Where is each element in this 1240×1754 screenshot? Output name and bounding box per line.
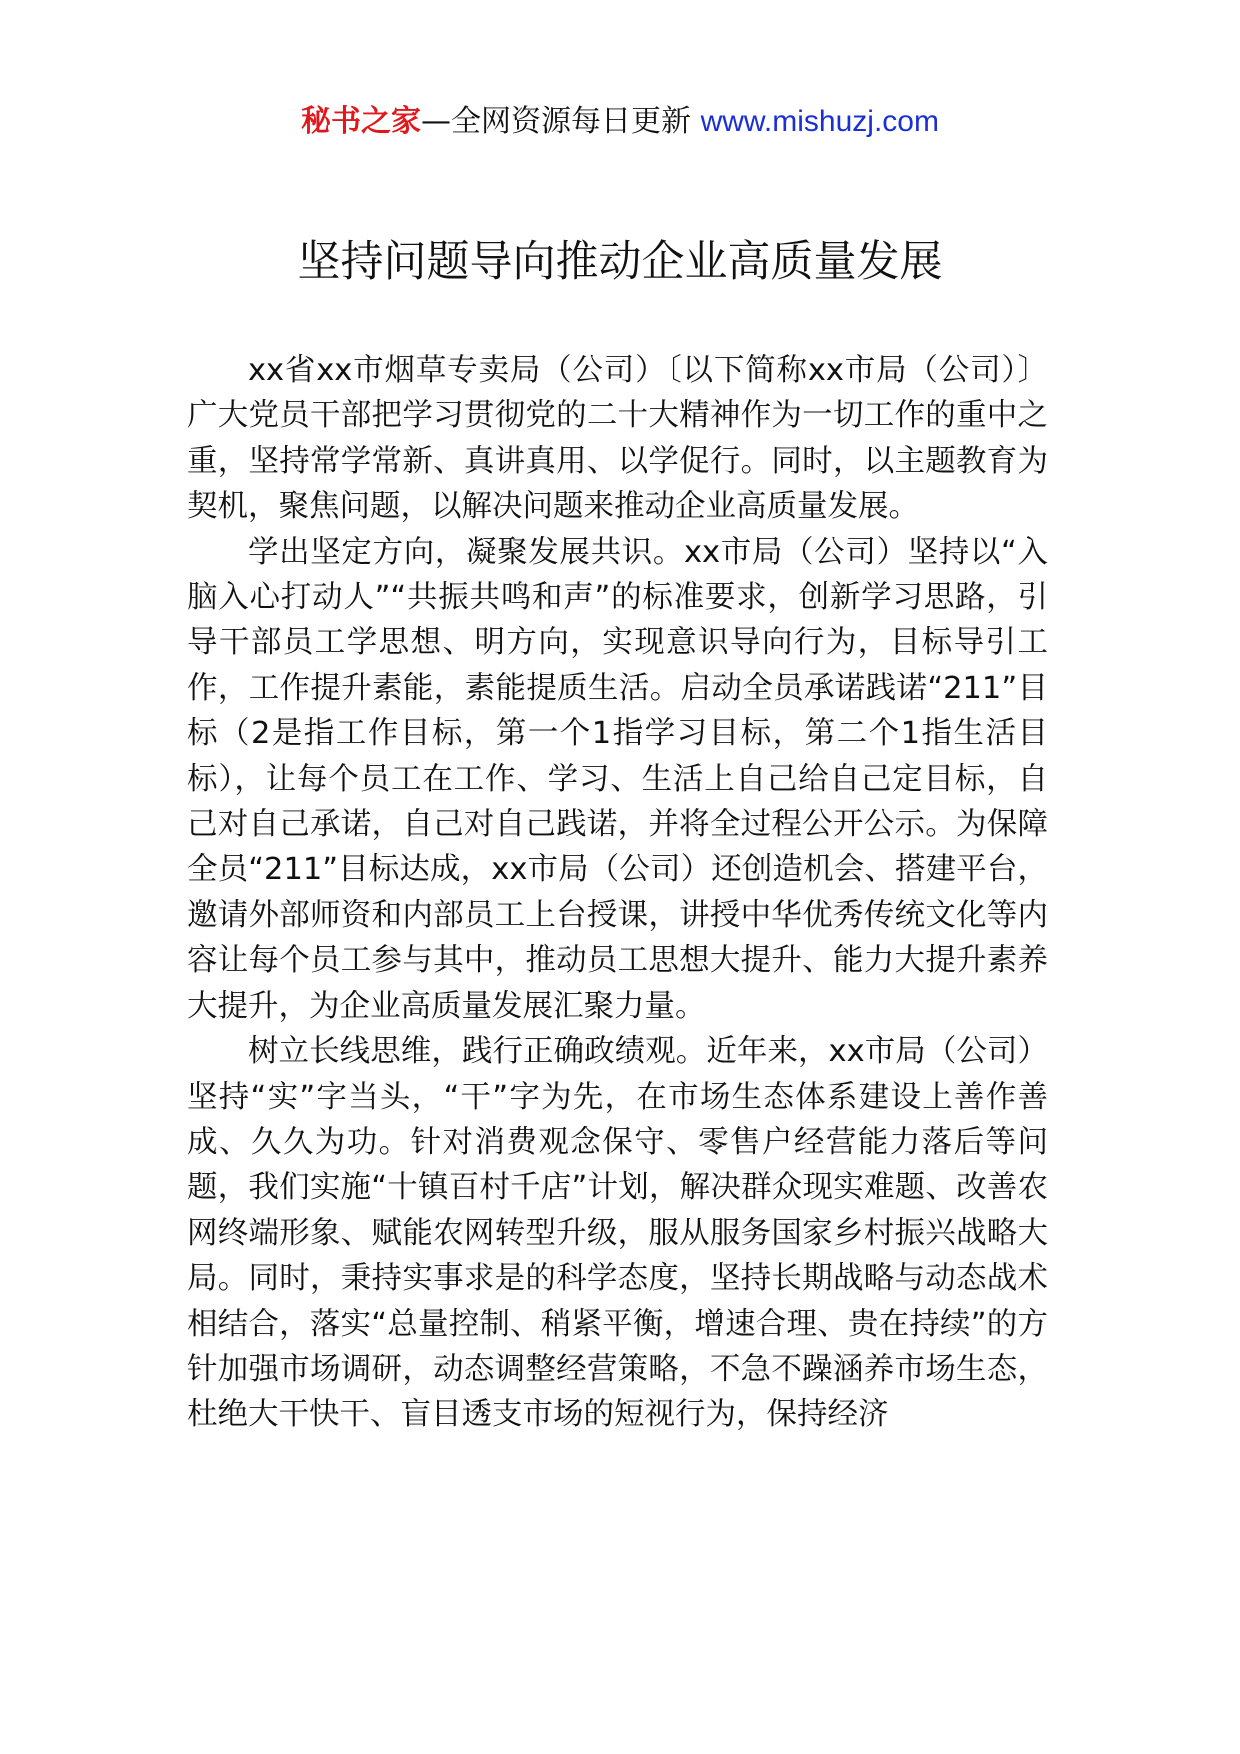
banner-slogan: —全网资源每日更新 — [421, 104, 701, 139]
paragraph-long-term-thinking: 树立长线思维，践行正确政绩观。近年来，xx市局（公司）坚持“实”字当头，“干”字为先，在市场生态体系建设上善作善成、久久为功。针对消费观念保守、零售户经营能力落后等问题，我们实施“十镇百村千店”计划，解决群众现实难题、改善农网终端形象、赋能农网转型升级，服从服务国家乡村振兴战略大局。同时，秉持实事求是的科学态度，坚持长期战略与动态战术相结合，落实“总量控制、稍紧平衡，增速合理、贵在持续”的方针加强市场调研，动态调整经营策略，不急不躁涵养市场生态，杜绝大干快干、盲目透支市场的短视行为，保持经济 — [187, 1034, 1048, 1433]
document-title: 坚持问题导向推动企业高质量发展 — [297, 237, 943, 287]
document-body — [187, 348, 1048, 1438]
paragraph-learning-direction: 学出坚定方向，凝聚发展共识。xx市局（公司）坚持以“入脑入心打动人”“共振共鸣和声”的标准要求，创新学习思路，引导干部员工学思想、明方向，实现意识导向行为，目标导引工作，工作提升素能，素能提质生活。启动全员承诺践诺“211”目标（2是指工作目标，第一个1指学习目标，第二个1指生活目标），让每个员工在工作、学习、生活上自己给自己定目标，自己对自己承诺，自己对自己践诺，并将全过程公开公示。为保障全员“211”目标达成，xx市局（公司）还创造机会、搭建平台，邀请外部师资和内部员工上台授课，讲授中华优秀传统文化等内容让每个员工参与其中，推动员工思想大提升、能力大提升素养大提升，为企业高质量发展汇聚力量。 — [187, 534, 1048, 1024]
site-url-link[interactable]: www.mishuzj.com — [700, 105, 939, 138]
site-banner — [0, 100, 1240, 144]
paragraph-intro: xx省xx市烟草专卖局（公司）〔以下简称xx市局（公司）〕广大党员干部把学习贯彻党的二十大精神作为一切工作的重中之重，坚持常学常新、真讲真用、以学促行。同时，以主题教育为契机，聚焦问题，以解决问题来推动企业高质量发展。 — [187, 353, 1048, 525]
brand-name: 秘书之家 — [301, 104, 422, 139]
